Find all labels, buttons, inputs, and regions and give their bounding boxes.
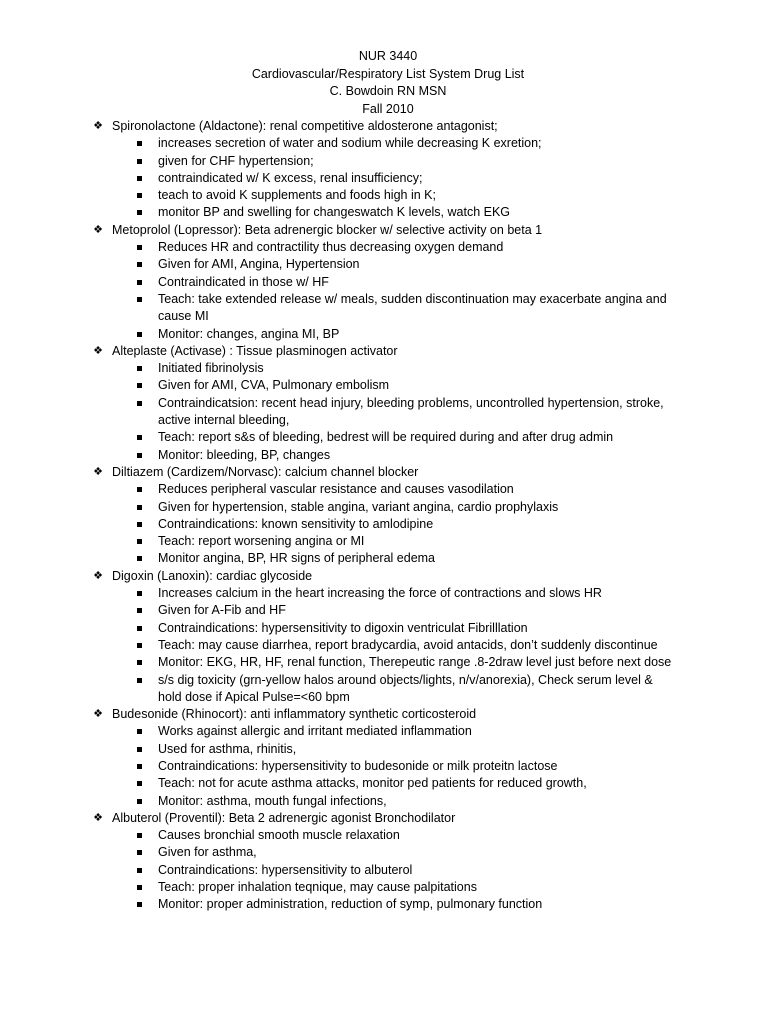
list-item — [90, 602, 690, 619]
list-item-text: Contraindicated in those w/ HF — [158, 274, 329, 289]
drug-entry — [90, 706, 690, 810]
square-bullet-icon — [137, 539, 142, 544]
diamond-bullet-icon: ❖ — [93, 708, 103, 721]
list-item-text: Monitor: EKG, HR, HF, renal function, Therepeutic range .8-2draw level just before next dose — [158, 655, 672, 670]
list-item-text: Contraindications: hypersensitivity to albuterol — [158, 862, 413, 877]
list-item-text: Works against allergic and irritant mediated inflammation — [158, 724, 472, 739]
list-item — [90, 533, 690, 550]
list-item — [90, 447, 690, 464]
list-item — [90, 723, 690, 740]
list-item — [90, 620, 690, 637]
list-item-text: Teach: proper inhalation teqnique, may cause palpitations — [158, 880, 477, 895]
list-item-text: Teach: take extended release w/ meals, sudden discontinuation may exacerbate angina and cause MI — [158, 291, 667, 324]
square-bullet-icon — [137, 833, 142, 838]
square-bullet-icon — [137, 453, 142, 458]
list-item — [90, 291, 690, 326]
square-bullet-icon — [137, 487, 142, 492]
list-item-text: Monitor: changes, angina MI, BP — [158, 326, 340, 341]
list-item — [90, 481, 690, 498]
list-item-text: Increases calcium in the heart increasing the force of contractions and slows HR — [158, 586, 602, 601]
list-item — [90, 775, 690, 792]
list-item — [90, 844, 690, 861]
square-bullet-icon — [137, 176, 142, 181]
square-bullet-icon — [137, 678, 142, 683]
drug-title — [90, 222, 690, 239]
list-item-text: Monitor: proper administration, reduction of symp, pulmonary function — [158, 897, 543, 912]
drug-points — [90, 239, 690, 343]
list-item — [90, 516, 690, 533]
diamond-bullet-icon: ❖ — [93, 811, 103, 824]
drug-points — [90, 585, 690, 706]
square-bullet-icon — [137, 505, 142, 510]
list-item — [90, 758, 690, 775]
drug-title — [90, 810, 690, 827]
list-item — [90, 827, 690, 844]
drug-title — [90, 464, 690, 481]
list-item — [90, 395, 690, 430]
drug-points — [90, 360, 690, 464]
square-bullet-icon — [137, 193, 142, 198]
square-bullet-icon — [137, 885, 142, 890]
list-item — [90, 896, 690, 913]
list-item — [90, 672, 690, 707]
diamond-bullet-icon: ❖ — [93, 223, 103, 236]
list-item-text: given for CHF hypertension; — [158, 153, 314, 168]
drug-entry — [90, 343, 690, 464]
list-item — [90, 429, 690, 446]
list-item — [90, 550, 690, 567]
document-header — [0, 48, 768, 118]
drug-points — [90, 723, 690, 809]
list-item-text: Given for hypertension, stable angina, variant angina, cardio prophylaxis — [158, 499, 559, 514]
square-bullet-icon — [137, 401, 142, 406]
author: C. Bowdoin RN MSN — [329, 84, 447, 98]
list-item — [90, 741, 690, 758]
square-bullet-icon — [137, 522, 142, 527]
list-item — [90, 360, 690, 377]
list-item-text: Reduces HR and contractility thus decreasing oxygen demand — [158, 240, 504, 255]
square-bullet-icon — [137, 556, 142, 561]
list-item — [90, 879, 690, 896]
list-item-text: Contraindications: hypersensitivity to digoxin ventriculat Fibrilllation — [158, 620, 528, 635]
drug-title-text: Albuterol (Proventil): Beta 2 adrenergic agonist Bronchodilator — [112, 810, 456, 825]
list-item — [90, 256, 690, 273]
list-item-text: Initiated fibrinolysis — [158, 361, 264, 376]
list-item-text: monitor BP and swelling for changeswatch K levels, watch EKG — [158, 205, 511, 220]
list-item — [90, 585, 690, 602]
square-bullet-icon — [137, 799, 142, 804]
drug-title — [90, 118, 690, 135]
drug-entry — [90, 222, 690, 343]
square-bullet-icon — [137, 764, 142, 769]
drug-list — [90, 118, 690, 914]
drug-entry — [90, 118, 690, 222]
square-bullet-icon — [137, 141, 142, 146]
list-item-text: Used for asthma, rhinitis, — [158, 741, 297, 756]
square-bullet-icon — [137, 850, 142, 855]
square-bullet-icon — [137, 210, 142, 215]
square-bullet-icon — [137, 245, 142, 250]
list-item — [90, 654, 690, 671]
list-item-text: teach to avoid K supplements and foods high in K; — [158, 188, 436, 203]
list-item-text: s/s dig toxicity (grn-yellow halos around objects/lights, n/v/anorexia), Check serum level & hold dose if Apical Pulse=<60 bpm — [158, 672, 653, 704]
diamond-bullet-icon: ❖ — [93, 465, 103, 478]
list-item-text: Given for AMI, CVA, Pulmonary embolism — [158, 378, 390, 393]
square-bullet-icon — [137, 332, 142, 337]
list-item-text: Teach: not for acute asthma attacks, monitor ped patients for reduced growth, — [158, 776, 587, 791]
list-item-text: Teach: report worsening angina or MI — [158, 534, 365, 549]
drug-entry — [90, 568, 690, 706]
list-item-text: Causes bronchial smooth muscle relaxation — [158, 828, 400, 843]
square-bullet-icon — [137, 643, 142, 648]
square-bullet-icon — [137, 383, 142, 388]
list-item-text: Contraindications: hypersensitivity to budesonide or milk proteitn lactose — [158, 758, 558, 773]
square-bullet-icon — [137, 729, 142, 734]
square-bullet-icon — [137, 435, 142, 440]
drug-title-text: Metoprolol (Lopressor): Beta adrenergic blocker w/ selective activity on beta 1 — [112, 222, 543, 237]
list-item — [90, 274, 690, 291]
drug-entry — [90, 810, 690, 914]
square-bullet-icon — [137, 262, 142, 267]
square-bullet-icon — [137, 591, 142, 596]
course-code: NUR 3440 — [358, 49, 418, 63]
drug-entry — [90, 464, 690, 568]
square-bullet-icon — [137, 280, 142, 285]
list-item — [90, 377, 690, 394]
list-item — [90, 862, 690, 879]
square-bullet-icon — [137, 366, 142, 371]
list-item-text: Monitor angina, BP, HR signs of peripheral edema — [158, 551, 436, 566]
square-bullet-icon — [137, 747, 142, 752]
list-item — [90, 170, 690, 187]
drug-title — [90, 568, 690, 585]
square-bullet-icon — [137, 660, 142, 665]
drug-title — [90, 706, 690, 723]
list-item-text: Contraindications: known sensitivity to amlodipine — [158, 516, 434, 531]
list-item-text: Given for A-Fib and HF — [158, 603, 286, 618]
term: Fall 2010 — [362, 101, 414, 116]
square-bullet-icon — [137, 868, 142, 873]
list-item — [90, 135, 690, 152]
drug-title-text: Diltiazem (Cardizem/Norvasc): calcium channel blocker — [112, 464, 419, 479]
diamond-bullet-icon: ❖ — [93, 344, 103, 357]
square-bullet-icon — [137, 781, 142, 786]
list-item-text: Given for asthma, — [158, 845, 257, 860]
list-item-text: Monitor: bleeding, BP, changes — [158, 447, 331, 462]
list-item-text: increases secretion of water and sodium while decreasing K exretion; — [158, 136, 542, 151]
list-item-text: Teach: may cause diarrhea, report bradycardia, avoid antacids, don’t suddenly discontinue — [158, 637, 658, 652]
square-bullet-icon — [137, 626, 142, 631]
list-item-text: Contraindicatsion: recent head injury, bleeding problems, uncontrolled hypertension, stroke, active internal bleeding, — [158, 395, 664, 428]
list-item-text: Monitor: asthma, mouth fungal infections, — [158, 793, 387, 808]
drug-title-text: Alteplaste (Activase) : Tissue plasminogen activator — [112, 343, 398, 358]
drug-title — [90, 343, 690, 360]
drug-points — [90, 481, 690, 567]
drug-title-text: Spironolactone (Aldactone): renal competitive aldosterone antagonist; — [112, 119, 498, 133]
square-bullet-icon — [137, 608, 142, 613]
drug-points — [90, 135, 690, 221]
list-item-text: Given for AMI, Angina, Hypertension — [158, 257, 360, 272]
drug-title-text: Digoxin (Lanoxin): cardiac glycoside — [112, 568, 313, 583]
list-item-text: contraindicated w/ K excess, renal insufficiency; — [158, 170, 423, 185]
list-item — [90, 793, 690, 810]
list-item — [90, 499, 690, 516]
list-item — [90, 637, 690, 654]
list-item — [90, 204, 690, 221]
list-item — [90, 239, 690, 256]
diamond-bullet-icon: ❖ — [93, 120, 103, 132]
square-bullet-icon — [137, 902, 142, 907]
square-bullet-icon — [137, 297, 142, 302]
drug-title-text: Budesonide (Rhinocort): anti inflammatory synthetic corticosteroid — [112, 707, 477, 722]
list-item — [90, 187, 690, 204]
diamond-bullet-icon: ❖ — [93, 569, 103, 582]
list-item — [90, 326, 690, 343]
list-item-text: Reduces peripheral vascular resistance and causes vasodilation — [158, 482, 514, 497]
document-title: Cardiovascular/Respiratory List System Drug List — [251, 66, 525, 81]
list-item — [90, 153, 690, 170]
square-bullet-icon — [137, 159, 142, 164]
drug-points — [90, 827, 690, 913]
list-item-text: Teach: report s&s of bleeding, bedrest will be required during and after drug admin — [158, 430, 614, 445]
